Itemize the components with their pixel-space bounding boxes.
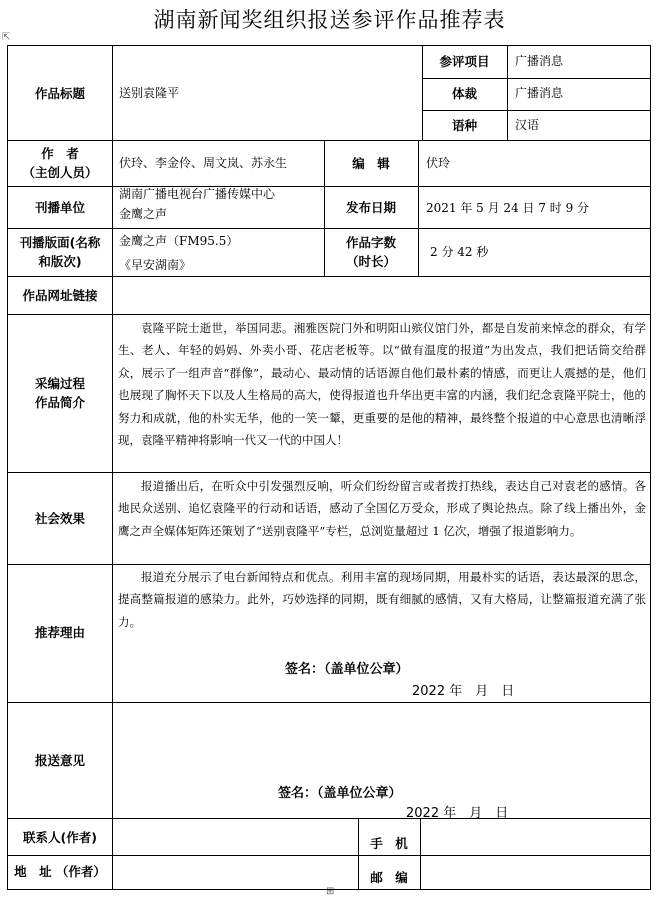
label-length-line2: （时长） [345, 254, 396, 269]
value-phone[interactable] [426, 832, 644, 854]
label-address: 地 址 （作者） [14, 864, 106, 879]
value-genre[interactable]: 广播消息 [515, 86, 564, 100]
label-process-line1: 采编过程 [34, 376, 85, 391]
label-genre: 体裁 [451, 86, 477, 101]
value-entry-category[interactable]: 广播消息 [515, 54, 564, 68]
label-page-line2: 和版次) [38, 254, 82, 269]
label-contact: 联系人(作者) [23, 830, 97, 845]
value-address[interactable] [119, 860, 351, 882]
opinion-signature: 签名：（盖单位公章） [278, 786, 402, 801]
label-publish-date: 发布日期 [345, 200, 396, 215]
value-page-line1: 金鹰之声（FM95.5） [119, 234, 239, 248]
label-length [324, 233, 418, 271]
value-editor[interactable]: 伏玲 [426, 156, 451, 170]
opinion-input[interactable] [119, 710, 644, 770]
label-page [8, 233, 112, 271]
label-entry-category: 参评项目 [439, 54, 490, 69]
value-publisher[interactable] [119, 184, 275, 224]
value-postcode[interactable] [426, 864, 644, 886]
label-author [8, 144, 112, 182]
value-publish-date[interactable]: 2021 年 5 月 24 日 7 时 9 分 [426, 201, 590, 215]
label-postcode: 邮 编 [370, 870, 408, 885]
label-phone: 手 机 [370, 836, 408, 851]
reason-signature: 签名：（盖单位公章） [285, 662, 409, 677]
label-author-line2: （主创人员） [22, 165, 98, 180]
label-work-title: 作品标题 [34, 86, 85, 101]
reason-date: 2022 年 月 日 [412, 684, 515, 699]
label-page-line1: 刊播版面(名称 [19, 235, 101, 250]
label-opinion: 报送意见 [34, 753, 85, 768]
process-text: 袁隆平院士逝世，举国同悲。湘雅医院门外和明阳山殡仪馆门外，都是自发前来悼念的群众，有学生、老人、年轻的妈妈、外卖小哥、花店老板等。以“做有温度的报道”为出发点，我们把话筒交给群众，展示了一组声音“群像”，最动心、最动情的话语源自他们最朴素的情感，而更让人震撼的是，他们也展现了胸怀天下以及人生格局的高大，使得报道也升华出更丰富的内涵，我们纪念袁隆平院士，他的努力和成就，他的朴实无华，他的一笑一颦，更重要的是他的精神，最终整个报道的中心意思也清晰浮现，袁隆平精神将影响一代又一代的中国人！ [118, 321, 646, 448]
effect-text: 报道播出后，在听众中引发强烈反响，听众们纷纷留言或者拨打热线，表达自己对袁老的感情。各地民众送别、追忆袁隆平的行动和话语，感动了全国亿万受众，形成了舆论热点。除了线上播出外，金鹰之声全媒体矩阵还策划了“送别袁隆平”专栏，总浏览量超过 1 亿次，增强了报道影响力。 [118, 479, 646, 538]
value-authors[interactable]: 伏玲、李金伶、周文岚、苏永生 [119, 156, 288, 170]
value-page[interactable] [119, 229, 238, 277]
label-process-line2: 作品简介 [34, 395, 85, 410]
label-length-line1: 作品字数 [345, 235, 396, 250]
label-reason: 推荐理由 [34, 625, 85, 640]
reason-text: 报道充分展示了电台新闻特点和优点。利用丰富的现场同期，用最朴实的话语，表达最深的思念，提高整篇报道的感染力。此外，巧妙选择的同期，既有细腻的感情，又有大格局，让整篇报道充满了张力。 [118, 570, 646, 629]
value-url[interactable] [119, 285, 644, 307]
label-url: 作品网址链接 [22, 288, 98, 303]
table-move-handle-icon[interactable]: ⇱ [2, 32, 11, 43]
label-author-line1: 作 者 [41, 146, 79, 161]
label-process [8, 374, 112, 412]
table-resize-handle-icon[interactable]: ⊞ [326, 886, 335, 897]
page-title: 湖南新闻奖组织报送参评作品推荐表 [153, 8, 506, 32]
value-language[interactable]: 汉语 [515, 118, 540, 132]
value-contact[interactable] [119, 826, 351, 848]
value-work-title[interactable]: 送别袁隆平 [119, 86, 180, 100]
value-length[interactable]: 2 分 42 秒 [430, 245, 489, 259]
value-page-line2: 《早安湖南》 [119, 258, 192, 272]
value-publisher-line1: 湖南广播电视台广播传媒中心 [119, 187, 276, 201]
opinion-date: 2022 年 月 日 [406, 806, 509, 821]
label-effect: 社会效果 [34, 511, 85, 526]
label-publisher: 刊播单位 [34, 200, 85, 215]
value-publisher-line2: 金鹰之声 [119, 207, 168, 221]
label-editor: 编 辑 [352, 156, 390, 171]
label-language: 语种 [451, 118, 477, 133]
